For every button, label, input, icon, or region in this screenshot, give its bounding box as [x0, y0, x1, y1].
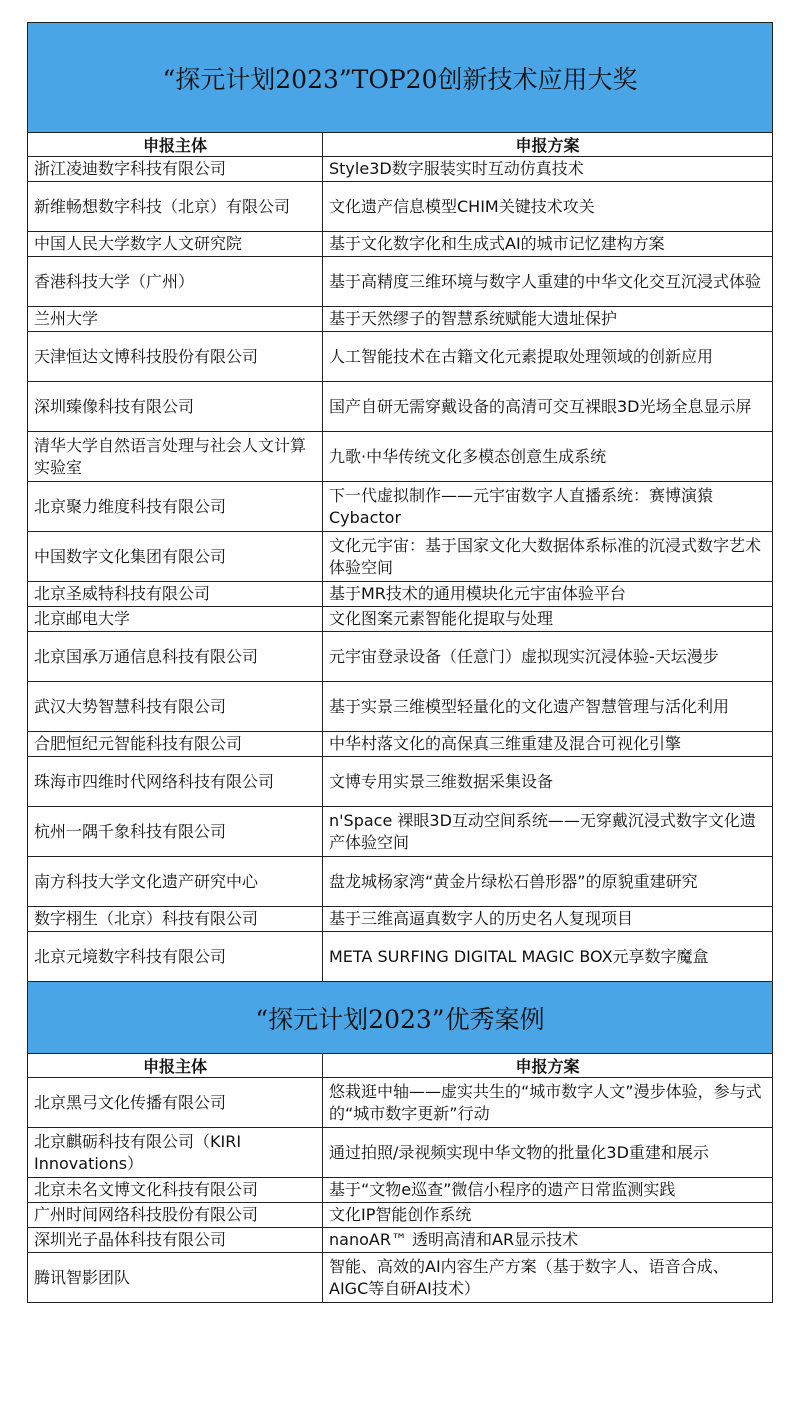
table-row [28, 182, 773, 232]
plan-cell: Style3D数字服装实时互动仿真技术 [323, 157, 773, 182]
plan-cell: META SURFING DIGITAL MAGIC BOX元享数字魔盒 [323, 932, 773, 982]
table-row [28, 532, 773, 582]
plan-cell: 人工智能技术在古籍文化元素提取处理领域的创新应用 [323, 332, 773, 382]
table-row [28, 1128, 773, 1178]
awards-document [27, 22, 772, 1303]
entity-cell: 中国数字文化集团有限公司 [28, 532, 323, 582]
entity-cell: 北京麒砺科技有限公司（KIRI Innovations） [28, 1128, 323, 1178]
plan-cell: 文化图案元素智能化提取与处理 [323, 607, 773, 632]
table-row [28, 632, 773, 682]
table-row [28, 232, 773, 257]
table-row [28, 1178, 773, 1203]
entity-cell: 兰州大学 [28, 307, 323, 332]
table-row [28, 607, 773, 632]
table-row [28, 807, 773, 857]
entity-cell: 深圳光子晶体科技有限公司 [28, 1228, 323, 1253]
plan-cell: 下一代虚拟制作——元宇宙数字人直播系统：赛博演猿Cybactor [323, 482, 773, 532]
plan-cell: 悠栽逛中轴——虚实共生的“城市数字人文”漫步体验，参与式的“城市数字更新”行动 [323, 1078, 773, 1128]
entity-cell: 浙江凌迪数字科技有限公司 [28, 157, 323, 182]
table-row [28, 432, 773, 482]
plan-cell: 基于“文物e巡查”微信小程序的遗产日常监测实践 [323, 1178, 773, 1203]
entity-cell: 北京邮电大学 [28, 607, 323, 632]
table-row [28, 1203, 773, 1228]
table-row [28, 1253, 773, 1303]
section2-header-row [28, 1054, 773, 1078]
plan-cell: 文博专用实景三维数据采集设备 [323, 757, 773, 807]
table-row [28, 757, 773, 807]
entity-cell: 北京国承万通信息科技有限公司 [28, 632, 323, 682]
plan-cell: n'Space 裸眼3D互动空间系统——无穿戴沉浸式数字文化遗产体验空间 [323, 807, 773, 857]
entity-cell: 珠海市四维时代网络科技有限公司 [28, 757, 323, 807]
awards-table [27, 22, 773, 1303]
section1-title-row [28, 23, 773, 133]
entity-cell: 北京聚力维度科技有限公司 [28, 482, 323, 532]
plan-cell: 盘龙城杨家湾“黄金片绿松石兽形器”的原貌重建研究 [323, 857, 773, 907]
entity-cell: 北京黑弓文化传播有限公司 [28, 1078, 323, 1128]
table-row [28, 332, 773, 382]
plan-cell: 文化遗产信息模型CHIM关键技术攻关 [323, 182, 773, 232]
entity-cell: 北京元境数字科技有限公司 [28, 932, 323, 982]
plan-cell: 文化元宇宙：基于国家文化大数据体系标准的沉浸式数字艺术体验空间 [323, 532, 773, 582]
table-row [28, 857, 773, 907]
entity-cell: 北京未名文博文化科技有限公司 [28, 1178, 323, 1203]
column-header-plan: 申报方案 [323, 1054, 773, 1078]
entity-cell: 香港科技大学（广州） [28, 257, 323, 307]
plan-cell: 文化IP智能创作系统 [323, 1203, 773, 1228]
entity-cell: 腾讯智影团队 [28, 1253, 323, 1303]
plan-cell: 基于三维高逼真数字人的历史名人复现项目 [323, 907, 773, 932]
plan-cell: 基于文化数字化和生成式AI的城市记忆建构方案 [323, 232, 773, 257]
table-row [28, 157, 773, 182]
plan-cell: 国产自研无需穿戴设备的高清可交互裸眼3D光场全息显示屏 [323, 382, 773, 432]
plan-cell: 基于实景三维模型轻量化的文化遗产智慧管理与活化利用 [323, 682, 773, 732]
plan-cell: 通过拍照/录视频实现中华文物的批量化3D重建和展示 [323, 1128, 773, 1178]
entity-cell: 南方科技大学文化遗产研究中心 [28, 857, 323, 907]
entity-cell: 天津恒达文博科技股份有限公司 [28, 332, 323, 382]
table-row [28, 382, 773, 432]
entity-cell: 中国人民大学数字人文研究院 [28, 232, 323, 257]
plan-cell: nanoAR™ 透明高清和AR显示技术 [323, 1228, 773, 1253]
plan-cell: 中华村落文化的高保真三维重建及混合可视化引擎 [323, 732, 773, 757]
table-row [28, 257, 773, 307]
entity-cell: 广州时间网络科技股份有限公司 [28, 1203, 323, 1228]
column-header-entity: 申报主体 [28, 1054, 323, 1078]
table-row [28, 582, 773, 607]
table-row [28, 732, 773, 757]
plan-cell: 基于天然缪子的智慧系统赋能大遗址保护 [323, 307, 773, 332]
table-row [28, 907, 773, 932]
plan-cell: 元宇宙登录设备（任意门）虚拟现实沉浸体验-天坛漫步 [323, 632, 773, 682]
table-row [28, 307, 773, 332]
entity-cell: 北京圣威特科技有限公司 [28, 582, 323, 607]
section1-title: “探元计划2023”TOP20创新技术应用大奖 [28, 23, 773, 133]
table-row [28, 1228, 773, 1253]
entity-cell: 合肥恒纪元智能科技有限公司 [28, 732, 323, 757]
section2-title: “探元计划2023”优秀案例 [28, 982, 773, 1054]
table-row [28, 482, 773, 532]
table-row [28, 1078, 773, 1128]
column-header-entity: 申报主体 [28, 133, 323, 157]
plan-cell: 基于高精度三维环境与数字人重建的中华文化交互沉浸式体验 [323, 257, 773, 307]
entity-cell: 杭州一隅千象科技有限公司 [28, 807, 323, 857]
table-row [28, 682, 773, 732]
entity-cell: 清华大学自然语言处理与社会人文计算实验室 [28, 432, 323, 482]
section2-title-row [28, 982, 773, 1054]
entity-cell: 武汉大势智慧科技有限公司 [28, 682, 323, 732]
plan-cell: 智能、高效的AI内容生产方案（基于数字人、语音合成、AIGC等自研AI技术） [323, 1253, 773, 1303]
column-header-plan: 申报方案 [323, 133, 773, 157]
plan-cell: 基于MR技术的通用模块化元宇宙体验平台 [323, 582, 773, 607]
plan-cell: 九歌·中华传统文化多模态创意生成系统 [323, 432, 773, 482]
entity-cell: 新维畅想数字科技（北京）有限公司 [28, 182, 323, 232]
table-row [28, 932, 773, 982]
entity-cell: 深圳臻像科技有限公司 [28, 382, 323, 432]
entity-cell: 数字栩生（北京）科技有限公司 [28, 907, 323, 932]
section1-header-row [28, 133, 773, 157]
